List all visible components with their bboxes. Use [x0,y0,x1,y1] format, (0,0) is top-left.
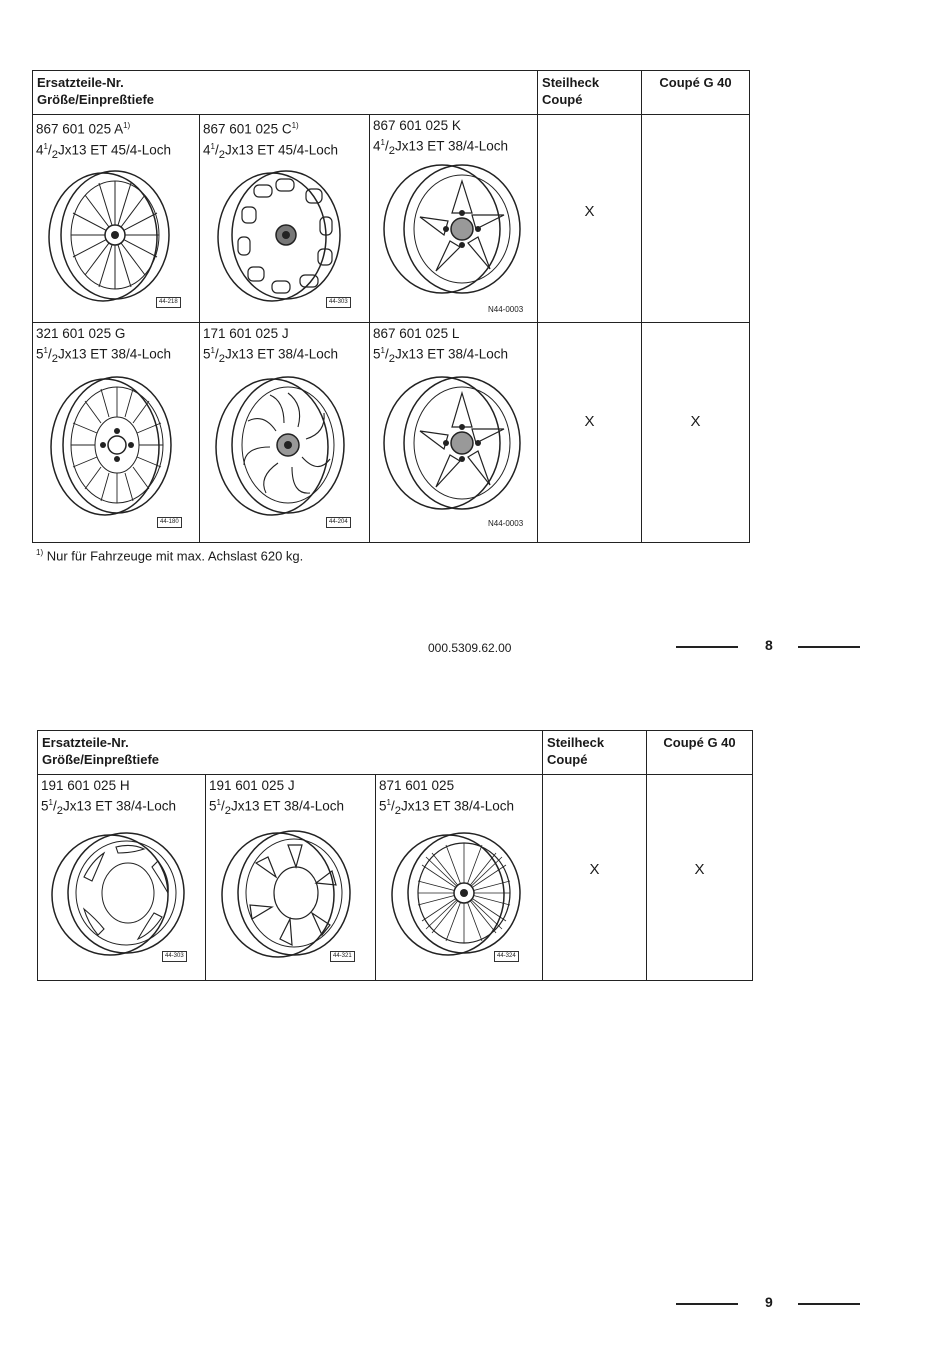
fitment-mark: X [690,413,701,430]
header-coupe-label: Coupé [542,92,583,107]
wheel-turbine-icon [214,371,354,521]
wheel-multi-spoke-icon [49,371,179,521]
page-number: 8 [765,637,773,653]
image-reference: 44-180 [157,517,182,528]
wheel-cross-spoke-icon [388,825,528,960]
page-rule-right [798,1303,860,1305]
fitment-steilheck [543,775,647,981]
wheel-size: $5^1/_2Jx13$ ET 38/4-Loch [41,798,177,818]
wheel-five-spoke-icon [380,369,530,514]
image-reference: 44-303 [326,297,351,308]
header-g40-label: Coupé G 40 [659,75,732,90]
part-number: 191 601 025 J [209,778,295,793]
wheel-cell [33,115,200,323]
image-reference: N44-0003 [488,519,524,528]
fitment-g40 [642,323,750,543]
wheel-size: $4^1/_2Jx13$ ET 45/4-Loch [203,141,339,161]
fitment-mark: X [589,861,600,878]
footnote: $^{1)}$ Nur für Fahrzeuge mit max. Achslast 620 kg. [36,548,304,564]
wheel-five-spoke-icon [380,157,530,297]
image-reference: N44-0003 [488,305,524,314]
wheel-cell [200,115,370,323]
wheel-size: $5^1/_2Jx13$ ET 38/4-Loch [373,346,509,366]
part-number: 867 601 025 $A^{1)}$ [36,121,131,137]
page-rule-right [798,646,860,648]
fitment-mark: X [584,203,595,220]
part-number: 867 601 025 $C^{1)}$ [203,121,299,137]
page-rule-left [676,646,738,648]
wheel-lattice-icon [45,165,175,305]
header-coupe-label: Coupé [547,752,588,767]
header-g40-label: Coupé G 40 [663,735,736,750]
header-part-number [38,731,543,775]
fitment-g40 [642,115,750,323]
page-rule-left [676,1303,738,1305]
wheel-cell [206,775,376,981]
document-number: 000.5309.62.00 [428,641,512,655]
wheel-cell [33,323,200,543]
header-steilheck [543,731,647,775]
wheel-slotted-icon [214,165,349,305]
part-number: 171 601 025 J [203,326,289,341]
part-number: 321 601 025 G [36,326,126,341]
part-number: 871 601 025 [379,778,455,793]
header-part-number-label: Ersatzteile-Nr. [37,75,124,90]
wheel-size: $5^1/_2Jx13$ ET 38/4-Loch [379,798,515,818]
fitment-mark: X [584,413,595,430]
header-size-label: Größe/Einpreßtiefe [42,752,160,767]
wheel-cell [370,115,538,323]
fitment-g40 [647,775,753,981]
wheel-six-spoke-icon [218,821,358,961]
header-steilheck [538,71,642,115]
image-reference: 44-303 [162,951,187,962]
wheel-size: $5^1/_2Jx13$ ET 38/4-Loch [36,346,172,366]
wheel-cell [200,323,370,543]
parts-table-2 [37,730,753,981]
part-number: 191 601 025 H [41,778,130,793]
image-reference: 44-321 [330,951,355,962]
header-g40 [642,71,750,115]
wheel-cell [38,775,206,981]
header-size-label: Größe/Einpreßtiefe [37,92,155,107]
header-g40 [647,731,753,775]
wheel-cell [370,323,538,543]
part-number: 867 601 025 L [373,326,460,341]
wheel-flat-disc-icon [48,821,188,961]
image-reference: 44-324 [494,951,519,962]
wheel-size: $4^1/_2Jx13$ ET 45/4-Loch [36,141,172,161]
header-part-number [33,71,538,115]
parts-table-1 [32,70,750,543]
header-steilheck-label: Steilheck [547,735,605,750]
fitment-steilheck [538,115,642,323]
part-number: 867 601 025 K [373,118,461,133]
fitment-mark: X [694,861,705,878]
wheel-size: $5^1/_2Jx13$ ET 38/4-Loch [209,798,345,818]
header-steilheck-label: Steilheck [542,75,600,90]
wheel-size: $4^1/_2Jx13$ ET 38/4-Loch [373,138,509,158]
fitment-steilheck [538,323,642,543]
header-part-number-label: Ersatzteile-Nr. [42,735,129,750]
wheel-size: $5^1/_2Jx13$ ET 38/4-Loch [203,346,339,366]
page-number: 9 [765,1294,773,1310]
image-reference: 44-204 [326,517,351,528]
image-reference: 44-218 [156,297,181,308]
wheel-cell [376,775,543,981]
